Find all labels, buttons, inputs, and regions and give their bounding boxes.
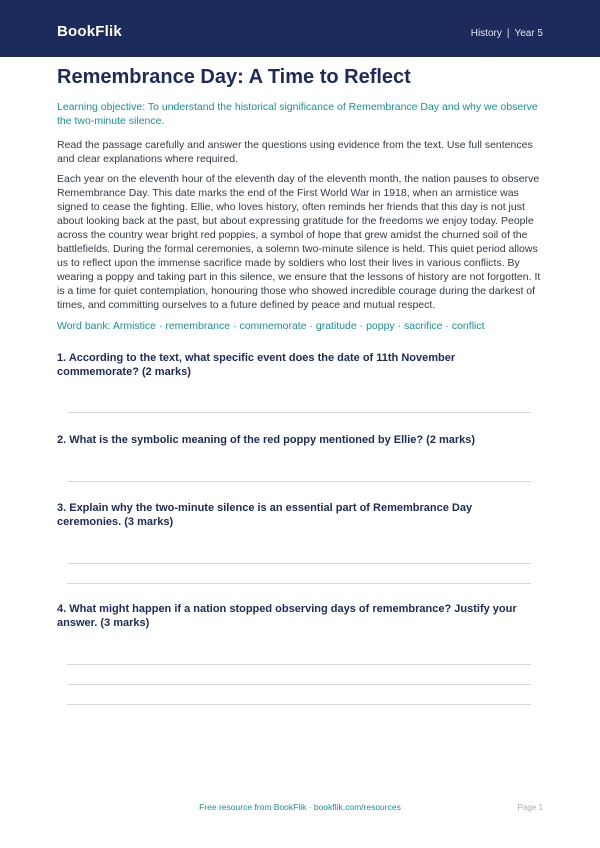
word-bank: Word bank: Armistice · remembrance · commemorate · gratitude · poppy · sacrifice · conflict	[57, 320, 485, 332]
learning-objective: Learning objective: To understand the historical significance of Remembrance Day and why we observe the two-minute silence.	[57, 101, 538, 127]
worksheet-title: Remembrance Day: A Time to Reflect	[57, 66, 411, 88]
answer-line[interactable]	[67, 583, 531, 584]
header-bar	[0, 0, 600, 57]
question-4: 4. What might happen if a nation stopped observing days of remembrance? Justify your answer. (3 marks)	[57, 603, 517, 629]
breadcrumb-separator: |	[506, 28, 510, 39]
reading-passage: Each year on the eleventh hour of the eleventh day of the eleventh month, the nation pauses to observe Remembrance Day. This date marks the end of the First World War in 1918, when an armistice was signed to cease the fighting. Ellie, who loves history, often reminds her friends that this day is not just about looking back at the past, but about expressing gratitude for the freedoms we enjoy today. People across the country wear bright red poppies, a symbol of hope that grew amidst the churned soil of the battlefields. During the formal ceremonies, a solemn two-minute silence is held. This quiet period allows us to reflect upon the immense sacrifice made by soldiers who lost their lives in various conflicts. By wearing a poppy and taking part in this silence, we ensure that the lessons of history are not forgotten. It is a time for quiet contemplation, honouring those who showed incredible courage during the darkest of times, and committing ourselves to a future defined by peace and mutual respect.	[57, 173, 541, 311]
answer-line[interactable]	[67, 664, 531, 665]
question-2: 2. What is the symbolic meaning of the red poppy mentioned by Ellie? (2 marks)	[57, 434, 476, 446]
answer-line[interactable]	[67, 563, 531, 564]
page-number: Page 1	[517, 803, 543, 812]
year-label: Year 5	[514, 28, 543, 39]
answer-line[interactable]	[67, 684, 531, 685]
answer-line[interactable]	[67, 704, 531, 705]
question-3: 3. Explain why the two-minute silence is an essential part of Remembrance Day ceremonies. (3 marks)	[57, 502, 473, 528]
brand-logo: BookFlik	[57, 23, 122, 40]
subject-breadcrumb	[471, 28, 543, 39]
answer-line[interactable]	[67, 412, 531, 413]
question-1: 1. According to the text, what specific event does the date of 11th November commemorate? (2 marks)	[57, 352, 456, 378]
footer-resource-link[interactable]: Free resource from BookFlik · bookflik.com/resources	[199, 802, 401, 812]
instructions: Read the passage carefully and answer the questions using evidence from the text. Use full sentences and clear explanations where required.	[57, 139, 533, 165]
answer-line[interactable]	[67, 481, 531, 482]
subject-label: History	[470, 28, 502, 39]
